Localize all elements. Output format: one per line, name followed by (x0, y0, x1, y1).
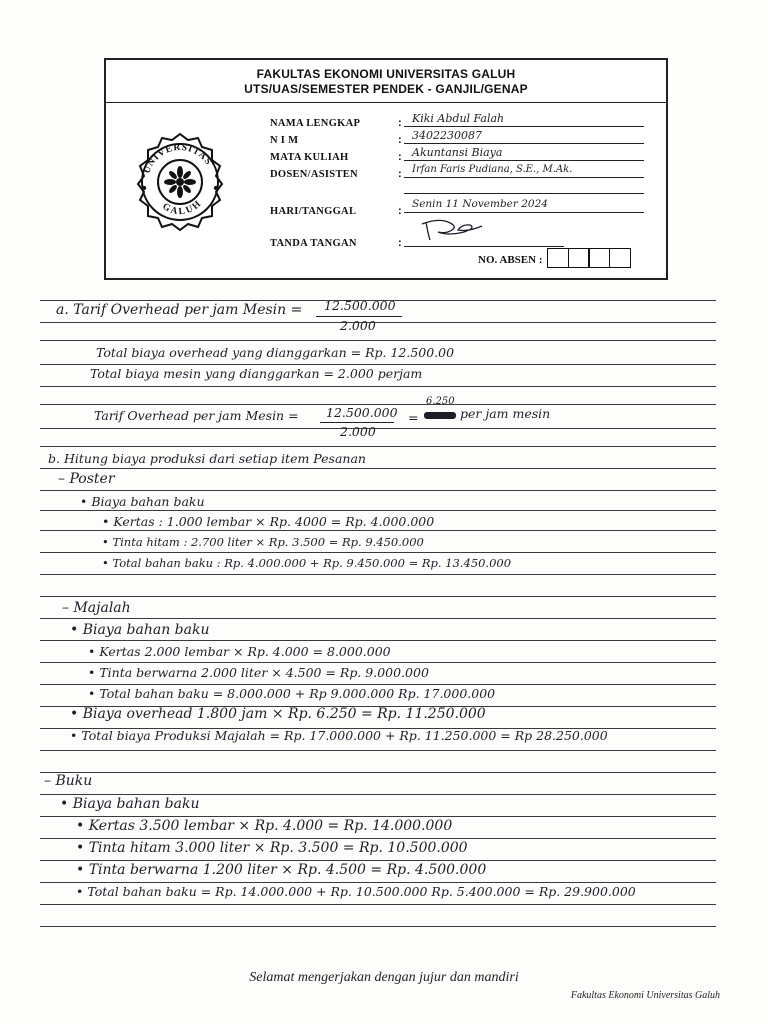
university-seal-logo (128, 130, 232, 234)
faculty-title: FAKULTAS EKONOMI UNIVERSITAS GALUH (256, 67, 516, 81)
value-hari-tanggal: Senin 11 November 2024 (412, 198, 548, 210)
answer-b-heading: b. Hitung biaya produksi dari setiap item Pesanan (48, 451, 366, 466)
field-underline (404, 160, 644, 161)
label-hari-tanggal: HARI/TANGGAL (270, 206, 357, 217)
absen-label: NO. ABSEN : (478, 254, 543, 266)
buku-tinta-hitam: • Tinta hitam 3.000 liter × Rp. 3.500 = Rp. 10.500.000 (76, 840, 468, 856)
absen-box (588, 248, 610, 268)
label-dosen: DOSEN/ASISTEN (270, 169, 358, 180)
buku-bahan-baku: • Biaya bahan baku (60, 796, 200, 812)
fraction-numerator: 12.500.000 (324, 298, 396, 313)
colon: : (398, 168, 402, 180)
fraction-bar (320, 422, 394, 423)
answer-a-line3: Total biaya mesin yang dianggarkan = 2.000 perjam (90, 366, 423, 381)
colon: : (398, 205, 402, 217)
exam-type-title: UTS/UAS/SEMESTER PENDEK - GANJIL/GENAP (244, 82, 528, 96)
corrected-result: 6.250 (426, 396, 455, 407)
field-underline (404, 143, 644, 144)
answer-a-line1: a. Tarif Overhead per jam Mesin = (56, 302, 303, 318)
equals-sign: = (408, 410, 419, 425)
footer-motto: Selamat mengerjakan dengan jujur dan mandiri (249, 970, 519, 985)
buku-tinta-berwarna: • Tinta berwarna 1.200 liter × Rp. 4.500 = Rp. 4.500.000 (76, 862, 487, 878)
field-underline (404, 177, 644, 178)
section-majalah: – Majalah (62, 600, 131, 616)
colon: : (398, 151, 402, 163)
buku-kertas: • Kertas 3.500 lembar × Rp. 4.000 = Rp. 14.000.000 (76, 818, 453, 834)
absen-number-boxes (549, 248, 631, 268)
svg-text:UNIVERSITAS: UNIVERSITAS (142, 142, 214, 176)
colon: : (398, 237, 402, 249)
field-underline (404, 126, 644, 127)
label-mata-kuliah: MATA KULIAH (270, 152, 349, 163)
field-underline (404, 246, 564, 247)
section-poster: – Poster (58, 471, 115, 487)
majalah-overhead: • Biaya overhead 1.800 jam × Rp. 6.250 = Rp. 11.250.000 (70, 706, 486, 722)
absen-box (547, 248, 569, 268)
handwritten-signature (418, 216, 488, 246)
fraction-denominator: 2.000 (340, 424, 376, 439)
fraction-denominator: 2.000 (340, 318, 376, 333)
majalah-kertas: • Kertas 2.000 lembar × Rp. 4.000 = 8.000.000 (88, 644, 391, 659)
value-nim: 3402230087 (412, 129, 482, 142)
answer-a-line4: Tarif Overhead per jam Mesin = (94, 408, 299, 423)
majalah-total-produksi: • Total biaya Produksi Majalah = Rp. 17.000.000 + Rp. 11.250.000 = Rp 28.250.000 (70, 728, 608, 743)
majalah-total-bahan: • Total bahan baku = 8.000.000 + Rp 9.000.000 Rp. 17.000.000 (88, 686, 496, 701)
field-underline (404, 193, 644, 194)
majalah-tinta: • Tinta berwarna 2.000 liter × 4.500 = Rp. 9.000.000 (88, 665, 429, 680)
buku-total-bahan: • Total bahan baku = Rp. 14.000.000 + Rp. 10.500.000 Rp. 5.400.000 = Rp. 29.900.000 (76, 884, 636, 899)
svg-text:GALUH: GALUH (160, 198, 205, 218)
answer-a-line2: Total biaya overhead yang dianggarkan = Rp. 12.500.00 (96, 345, 455, 360)
label-tanda-tangan: TANDA TANGAN (270, 238, 357, 249)
section-buku: – Buku (44, 773, 93, 789)
value-dosen: Irfan Faris Pudiana, S.E., M.Ak. (412, 164, 573, 175)
absen-box (568, 248, 590, 268)
identity-box (104, 58, 668, 280)
crossed-out-value (424, 412, 456, 419)
value-mata-kuliah: Akuntansi Biaya (412, 146, 503, 159)
poster-kertas: • Kertas : 1.000 lembar × Rp. 4000 = Rp. 4.000.000 (102, 514, 435, 529)
title-band (106, 60, 666, 103)
value-nama: Kiki Abdul Falah (412, 112, 505, 125)
colon: : (398, 134, 402, 146)
label-nama: NAMA LENGKAP (270, 118, 361, 129)
colon: : (398, 117, 402, 129)
footer-faculty: Fakultas Ekonomi Universitas Galuh (570, 990, 720, 1001)
poster-tinta: • Tinta hitam : 2.700 liter × Rp. 3.500 = Rp. 9.450.000 (102, 535, 424, 549)
fraction-numerator: 12.500.000 (326, 405, 398, 420)
result-unit: per jam mesin (460, 406, 551, 421)
poster-total: • Total bahan baku : Rp. 4.000.000 + Rp. 9.450.000 = Rp. 13.450.000 (102, 556, 512, 570)
poster-bahan-baku: • Biaya bahan baku (80, 494, 205, 509)
fraction-bar (316, 316, 402, 317)
label-nim: N I M (270, 135, 299, 146)
field-underline (404, 212, 644, 213)
majalah-bahan-baku: • Biaya bahan baku (70, 622, 210, 638)
absen-box (609, 248, 631, 268)
